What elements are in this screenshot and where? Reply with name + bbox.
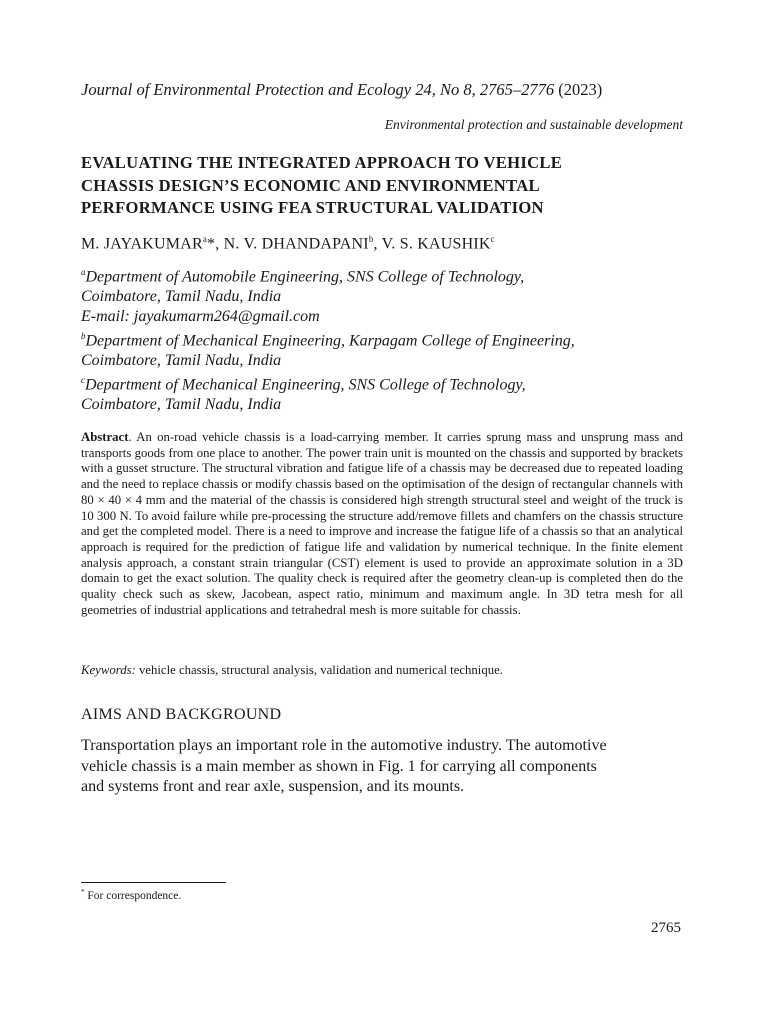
title-line: CHASSIS DESIGN’S ECONOMIC AND ENVIRONMENTAL <box>81 175 540 195</box>
footnote-text: For correspondence. <box>84 889 182 902</box>
affil-text: Coimbatore, Tamil Nadu, India <box>81 351 282 369</box>
affil-text: Coimbatore, Tamil Nadu, India <box>81 395 282 413</box>
author-affil-mark: c <box>490 234 495 244</box>
footnote-mark: * <box>81 888 85 896</box>
author-affil-mark: a <box>202 234 208 244</box>
author-separator: , <box>373 235 382 253</box>
footnote <box>81 888 181 902</box>
corresponding-mark: *, <box>207 235 224 253</box>
body-line: and systems front and rear axle, suspension, and its mounts. <box>81 778 465 795</box>
title-line: PERFORMANCE USING FEA STRUCTURAL VALIDATION <box>81 198 544 217</box>
affil-mark: c <box>81 374 85 385</box>
affil-text: Department of Mechanical Engineering, SNS College of Technology, <box>85 375 526 393</box>
keywords <box>81 663 503 678</box>
author-affil-mark: b <box>368 234 374 244</box>
author-list <box>81 234 495 253</box>
affiliation-line <box>81 351 691 371</box>
author-name: M. JAYAKUMAR <box>81 235 203 253</box>
journal-citation <box>81 80 602 100</box>
affil-text: Coimbatore, Tamil Nadu, India <box>81 288 282 306</box>
affil-mark: a <box>81 267 86 277</box>
keywords-text: vehicle chassis, structural analysis, validation and numerical technique. <box>135 663 503 677</box>
affil-text: E-mail: jayakumarm264@gmail.com <box>81 307 320 325</box>
author-name: V. S. KAUSHIK <box>381 235 491 253</box>
abstract-label: Abstract <box>81 430 129 444</box>
footnote-divider <box>81 882 226 883</box>
keywords-label: Keywords: <box>81 663 136 677</box>
affiliation-line <box>81 287 691 307</box>
affiliation-line <box>81 395 691 415</box>
affiliations <box>81 263 691 415</box>
section-category: Environmental protection and sustainable development <box>384 117 683 132</box>
author-name: N. V. DHANDAPANI <box>223 235 369 253</box>
title-line: EVALUATING THE INTEGRATED APPROACH TO VEHICLE <box>81 153 563 172</box>
affil-mark: b <box>81 330 86 341</box>
section-heading: AIMS AND BACKGROUND <box>81 706 282 723</box>
affiliation-line <box>81 371 691 395</box>
page-number: 2765 <box>651 920 681 936</box>
abstract-text: . An on-road vehicle chassis is a load-carrying member. It carries sprung mass and unsprung mass and transports goods from one place to another. The power train unit is mounted on the chassis and supported by brackets with a gusset structure. The structural vibration and fatigue life of a chassis may be decreased due to repeated loading and the need to replace chassis or modify chassis based on the optimisation of the design of rectangular channels with 80 × 40 × 4 mm and the material of the chassis is considered high strength structural steel and weight of the truck is 10 300 N. To avoid failure while pre-processing the structure add/remove fillets and chamfers on the chassis structure and get the completed model. There is a need to improve and increase the fatigue life of a chassis so that an analytical approach is required for the prediction of fatigue life and validation by numerical technique. In the finite element analysis approach, a constant strain triangular (CST) element is used to provide an approximate solution in a 3D domain to get the exact solution. The quality check is required after the geometry clean-up is completed then do the quality check such as skew, Jacobean, aspect ratio, minimum and maximum angle. In 3D tetra mesh for all geometries of industrial applications and tetrahedral mesh is more suitable for chassis. <box>81 430 683 617</box>
journal-year: (2023) <box>558 80 603 99</box>
affil-text: Department of Mechanical Engineering, Karpagam College of Engineering, <box>85 332 575 350</box>
affiliation-line <box>81 263 691 287</box>
affil-text: Department of Automobile Engineering, SNS College of Technology, <box>85 268 525 286</box>
body-line: vehicle chassis is a main member as shown in Fig. 1 for carrying all components <box>81 757 597 775</box>
journal-name: Journal of Environmental Protection and Ecology 24, No 8, 2765–2776 <box>81 80 555 99</box>
body-line: Transportation plays an important role in the automotive industry. The automotive <box>81 737 607 754</box>
paper-title <box>81 152 691 220</box>
affiliation-line <box>81 327 691 351</box>
affiliation-email <box>81 307 691 327</box>
abstract <box>81 430 683 618</box>
body-paragraph <box>81 736 683 798</box>
